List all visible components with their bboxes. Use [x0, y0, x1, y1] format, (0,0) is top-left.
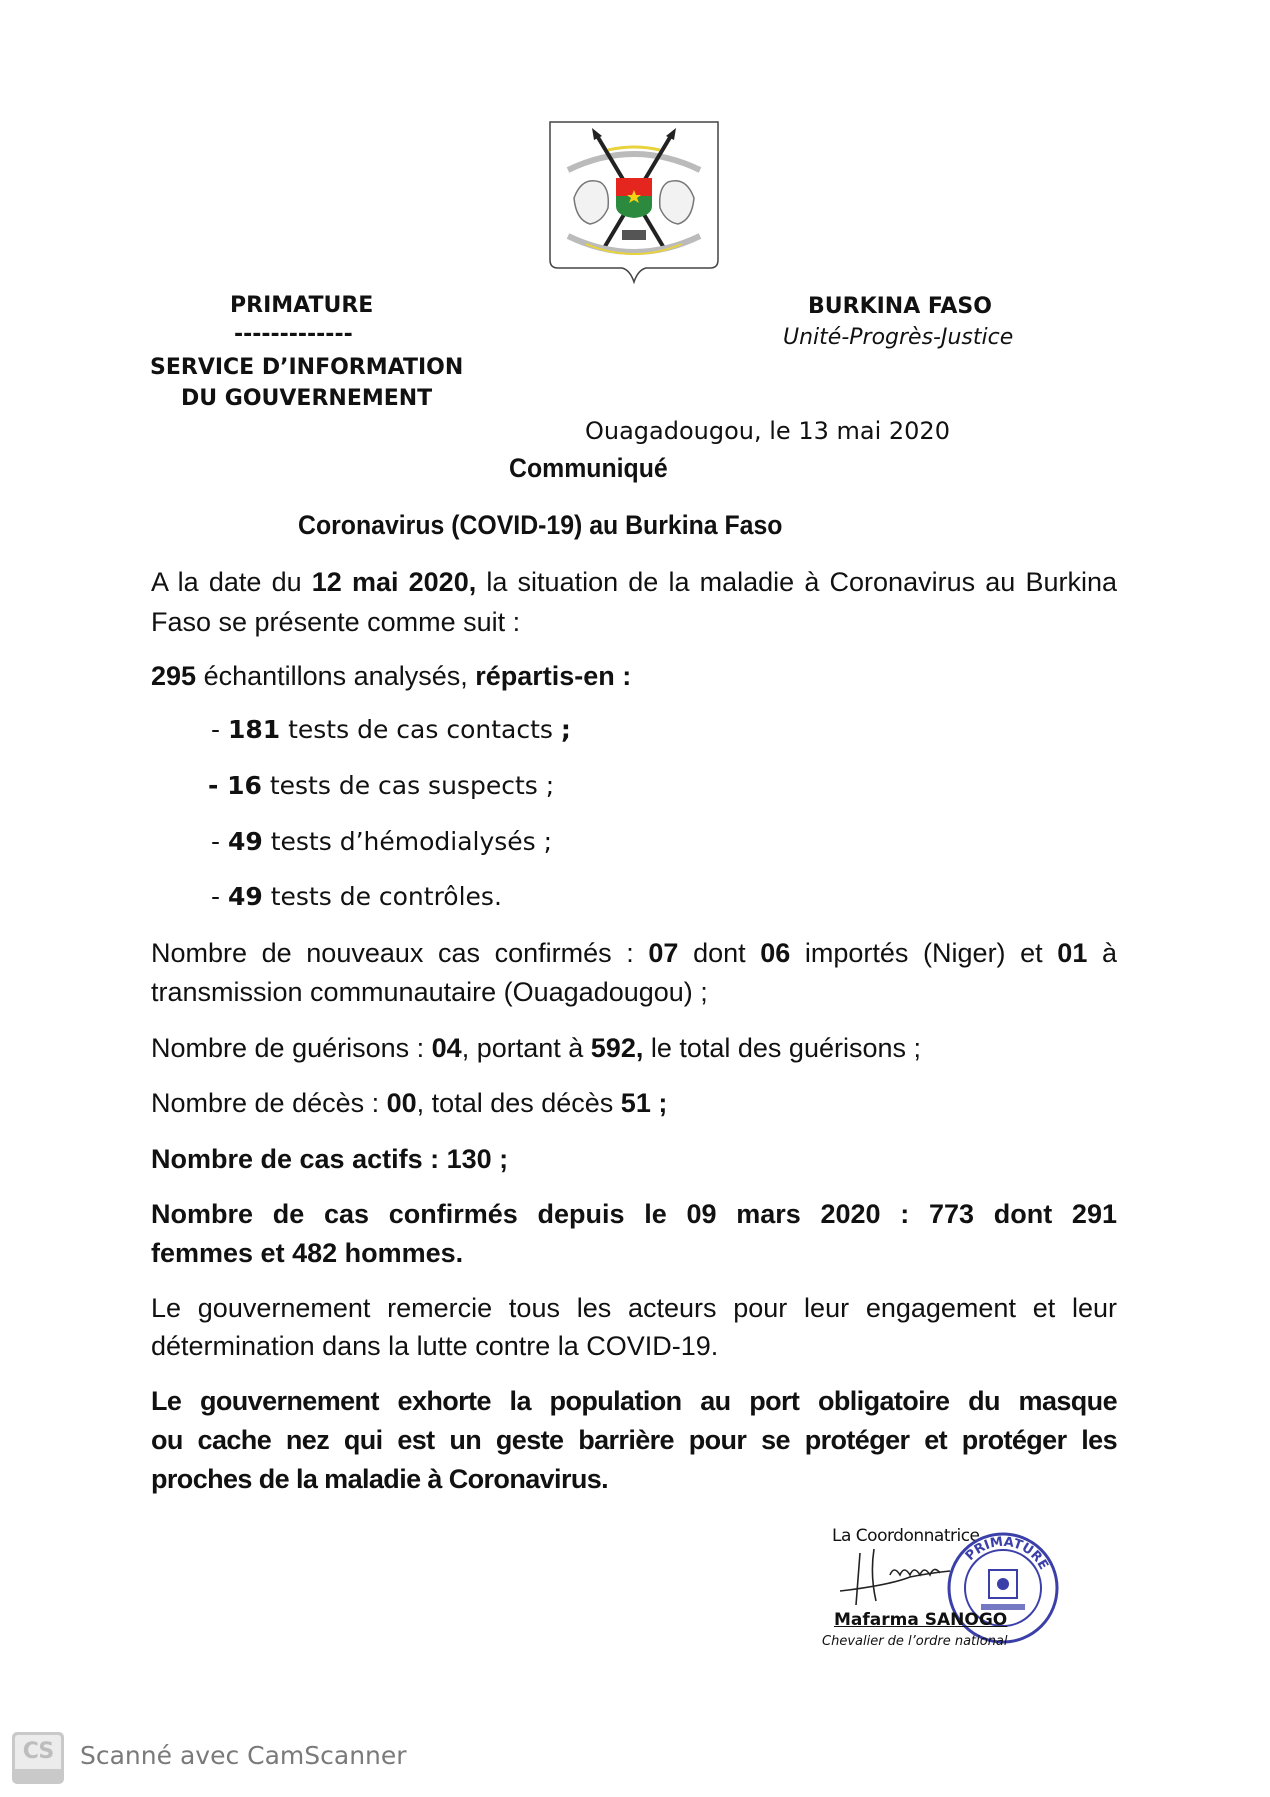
test-count: 49: [227, 827, 263, 856]
intro-suffix: la situation de la maladie à Coronavirus au Burkina: [476, 567, 1117, 597]
test-label: tests de cas suspects ;: [261, 771, 555, 800]
document-type: Communiqué: [509, 453, 668, 483]
total-deaths: 51 ;: [620, 1088, 668, 1118]
exhortation-line2: ou cache nez qui est un geste barrière pour se protéger et protéger les: [151, 1425, 1117, 1455]
document-title: Coronavirus (COVID-19) au Burkina Faso: [298, 510, 783, 540]
test-item: [208, 771, 554, 800]
text-fragment: , total des décès: [416, 1088, 621, 1118]
thanks-line1: Le gouvernement remercie tous les acteurs pour leur engagement et leur: [151, 1293, 1117, 1323]
report-date: 12 mai 2020,: [311, 567, 477, 597]
signatory-name: Mafarma SANOGO: [834, 1610, 1008, 1630]
cumulative-cases-line1: Nombre de cas confirmés depuis le 09 mars 2020 : 773 dont 291: [151, 1199, 1117, 1229]
cumulative-cases-line2: femmes et 482 hommes.: [151, 1238, 464, 1268]
new-cases-total: 07: [648, 938, 679, 968]
bullet-dash: -: [211, 882, 228, 911]
new-cases-line2: transmission communautaire (Ouagadougou) ;: [151, 977, 708, 1007]
letterhead-gouvernement: DU GOUVERNEMENT: [181, 386, 433, 411]
signatory-role: La Coordonnatrice: [832, 1526, 980, 1546]
exhortation-line3: proches de la maladie à Coronavirus.: [151, 1464, 609, 1494]
thanks-line2: détermination dans la lutte contre la COVID-19.: [151, 1331, 719, 1361]
test-count: 49: [227, 882, 263, 911]
samples-line: [151, 660, 1117, 692]
samples-count: 295: [151, 661, 197, 691]
text-fragment: dont: [678, 938, 761, 968]
recoveries-line: [151, 1032, 1117, 1064]
new-cases-label: Nombre de nouveaux cas confirmés :: [151, 938, 649, 968]
signatory-distinction: Chevalier de l’ordre national: [822, 1634, 1008, 1649]
deaths-line: [151, 1087, 1117, 1119]
test-item: [211, 882, 502, 911]
text-fragment: à: [1087, 938, 1117, 968]
new-cases-line1: [151, 937, 1117, 969]
intro-prefix: A la date du: [151, 567, 312, 597]
letterhead-country: BURKINA FASO: [808, 294, 992, 319]
community-cases: 01: [1057, 938, 1088, 968]
test-count: 181: [227, 715, 281, 744]
samples-tail: répartis-en :: [475, 661, 632, 691]
test-item: [211, 827, 552, 856]
new-recoveries: 04: [431, 1033, 462, 1063]
deaths-label: Nombre de décès :: [151, 1088, 387, 1118]
intro-paragraph-line1: [151, 566, 1117, 598]
letterhead-primature: PRIMATURE: [230, 293, 374, 318]
intro-paragraph-line2: Faso se présente comme suit :: [151, 607, 521, 637]
test-item: [211, 715, 571, 744]
text-fragment: , portant à: [461, 1033, 591, 1063]
test-count: 16: [227, 771, 262, 800]
date-line: Ouagadougou, le 13 mai 2020: [585, 417, 950, 445]
bullet-dash: -: [211, 715, 228, 744]
coat-of-arms-emblem: [546, 118, 722, 284]
samples-text: échantillons analysés,: [196, 661, 476, 691]
test-label: tests de contrôles.: [262, 882, 502, 911]
letterhead-service: SERVICE D’INFORMATION: [150, 355, 464, 380]
camscanner-logo: [12, 1732, 64, 1784]
recoveries-label: Nombre de guérisons :: [151, 1033, 432, 1063]
letterhead-separator: -------------: [234, 322, 353, 347]
camscanner-logo-text: CS: [15, 1735, 61, 1769]
active-cases-line: Nombre de cas actifs : 130 ;: [151, 1144, 509, 1174]
text-fragment: le total des guérisons ;: [643, 1033, 922, 1063]
exhortation-line1: Le gouvernement exhorte la population au port obligatoire du masque: [151, 1386, 1117, 1416]
text-fragment: importés (Niger) et: [790, 938, 1058, 968]
new-deaths: 00: [386, 1088, 417, 1118]
bullet-dash: -: [208, 771, 228, 800]
total-recoveries: 592,: [590, 1033, 644, 1063]
bullet-dash: -: [211, 827, 228, 856]
test-label: tests de cas contacts: [280, 715, 561, 744]
letterhead-motto: Unité-Progrès-Justice: [783, 325, 1014, 350]
test-label: tests d’hémodialysés ;: [262, 827, 553, 856]
stamp-text: PRIMATURE: [962, 1534, 1051, 1573]
imported-cases: 06: [760, 938, 791, 968]
test-end: ;: [560, 715, 571, 744]
camscanner-watermark: Scanné avec CamScanner: [80, 1741, 407, 1770]
